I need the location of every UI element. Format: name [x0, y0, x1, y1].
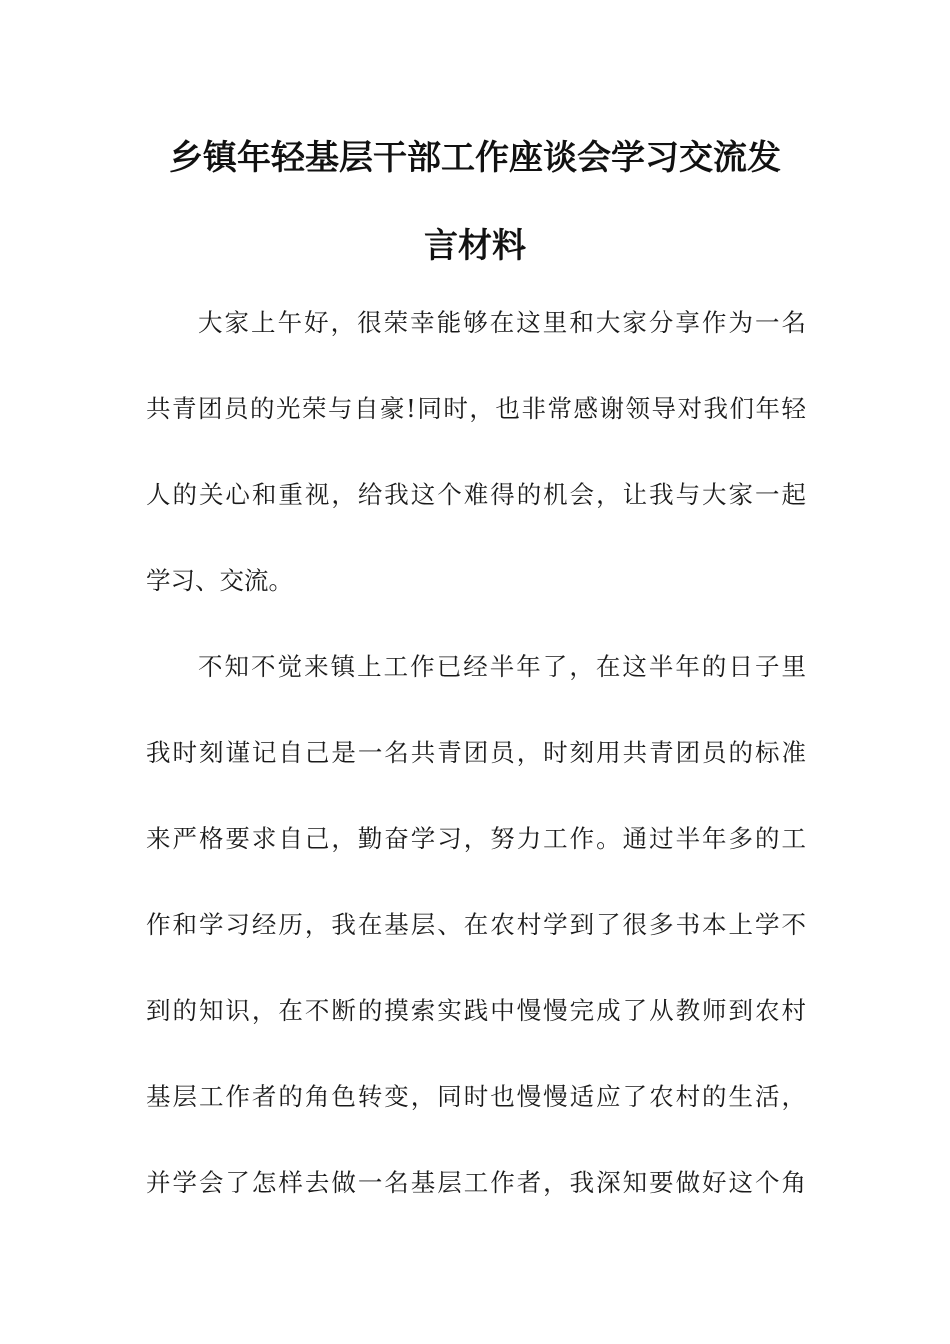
paragraph-line: 大家上午好，很荣幸能够在这里和大家分享作为一名	[198, 308, 806, 337]
paragraph-line: 作和学习经历，我在基层、在农村学到了很多书本上学不	[146, 910, 806, 939]
document-title-line-2: 言材料	[424, 226, 526, 266]
paragraph-line: 并学会了怎样去做一名基层工作者，我深知要做好这个角	[146, 1168, 806, 1197]
paragraph-line: 来严格要求自己，勤奋学习，努力工作。通过半年多的工	[146, 824, 806, 853]
paragraph-line: 我时刻谨记自己是一名共青团员，时刻用共青团员的标准	[146, 738, 806, 767]
paragraph-line: 共青团员的光荣与自豪!同时，也非常感谢领导对我们年轻	[146, 394, 806, 423]
document-title-line-1: 乡镇年轻基层干部工作座谈会学习交流发	[169, 138, 781, 178]
paragraph-line: 人的关心和重视，给我这个难得的机会，让我与大家一起	[146, 480, 806, 509]
paragraph-line: 基层工作者的角色转变，同时也慢慢适应了农村的生活，	[146, 1082, 806, 1111]
paragraph-line: 不知不觉来镇上工作已经半年了，在这半年的日子里	[198, 652, 806, 681]
paragraph-line: 到的知识，在不断的摸索实践中慢慢完成了从教师到农村	[146, 996, 806, 1025]
paragraph-line: 学习、交流。	[146, 566, 293, 595]
